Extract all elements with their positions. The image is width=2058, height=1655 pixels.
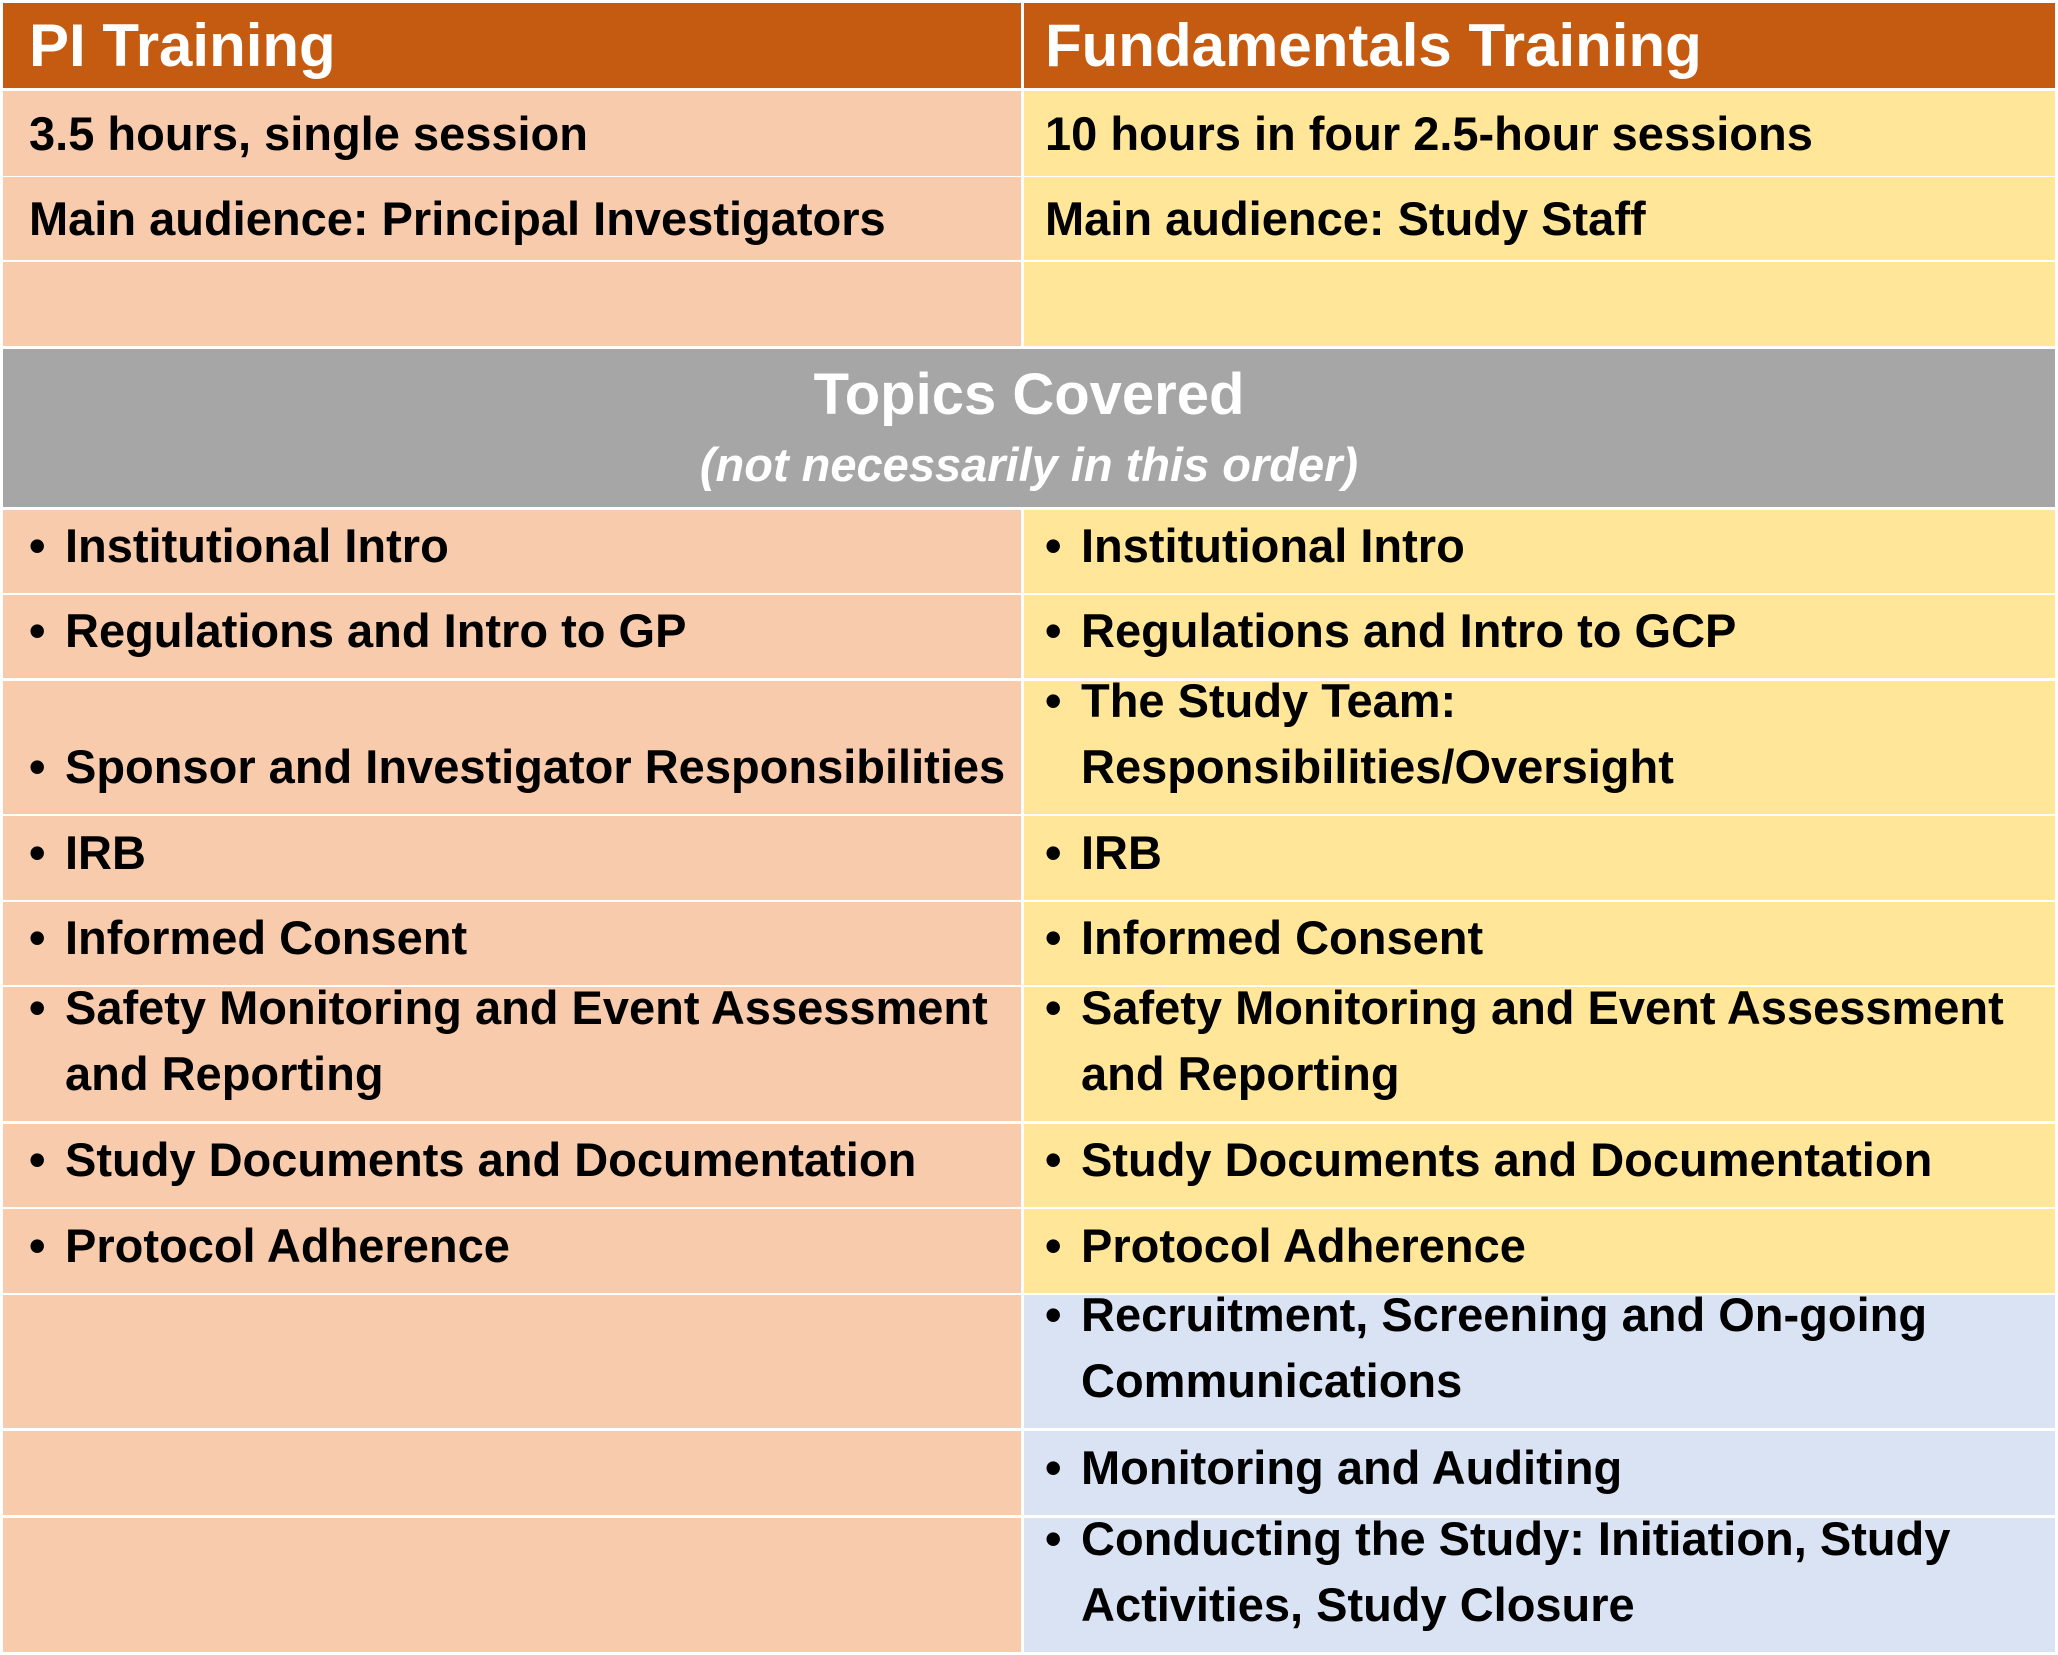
topic-line: Regulations and Intro to GP [65, 604, 687, 657]
topic-item [1045, 975, 2055, 1107]
topic-text [65, 513, 449, 579]
topic-item [29, 975, 1021, 1107]
topic-item [29, 734, 1021, 800]
topic-item [29, 598, 1021, 664]
topic-text [65, 820, 146, 886]
pi-topic-cell [3, 1431, 1021, 1515]
topic-text [65, 905, 467, 971]
topic-text [1081, 598, 1736, 664]
bullet-icon: • [29, 911, 46, 964]
info-row [0, 177, 2058, 260]
topic-text [1081, 1506, 1950, 1638]
bullet-icon: • [29, 1133, 46, 1186]
topic-text [1081, 513, 1465, 579]
topic-row [0, 1288, 2058, 1428]
topic-line: Safety Monitoring and Event Assessment [65, 981, 988, 1034]
topic-line: The Study Team: [1081, 674, 1457, 727]
info-row [0, 91, 2058, 176]
pi-training-title: PI Training [29, 12, 336, 79]
fundamentals-topic-cell [1024, 981, 2055, 1121]
topic-item [29, 1127, 1021, 1193]
pi-topic-cell [3, 816, 1021, 900]
topic-text [1081, 668, 1674, 800]
pi-info-cell [3, 91, 1021, 176]
topic-item [1045, 513, 2055, 579]
bullet-icon: • [29, 740, 46, 793]
pi-topic-cell [3, 681, 1021, 814]
fundamentals-info-cell [1024, 91, 2055, 176]
topic-text [1081, 1127, 1932, 1193]
header-row [0, 3, 2058, 88]
pi-topic-cell [3, 1209, 1021, 1293]
topic-line: IRB [65, 826, 146, 879]
topic-line: Study Documents and Documentation [65, 1133, 917, 1186]
topic-text [65, 975, 988, 1107]
topic-text [1081, 1213, 1526, 1279]
topic-item [1045, 668, 2055, 800]
topic-line: Conducting the Study: Initiation, Study [1081, 1512, 1951, 1565]
topic-line: and Reporting [1081, 1047, 1400, 1100]
topic-row [0, 1124, 2058, 1207]
topic-line: Sponsor and Investigator Responsibilities [65, 740, 1006, 793]
topic-row [0, 902, 2058, 985]
pi-topic-cell [3, 1124, 1021, 1207]
topic-text [1081, 975, 2004, 1107]
pi-topic-cell [3, 1518, 1021, 1652]
bullet-icon: • [29, 826, 46, 879]
pi-topic-cell [3, 595, 1021, 678]
info-text: Main audience: Study Staff [1045, 192, 1646, 245]
topic-item [29, 513, 1021, 579]
bullet-icon: • [1045, 1512, 1062, 1565]
topics-covered-banner [3, 349, 2055, 507]
fundamentals-topic-cell [1024, 1124, 2055, 1207]
topic-line: Activities, Study Closure [1081, 1578, 1635, 1631]
fundamentals-topic-cell [1024, 1512, 2055, 1652]
topics-covered-title: Topics Covered [813, 362, 1245, 427]
topic-item [29, 1213, 1021, 1279]
topic-line: Communications [1081, 1354, 1463, 1407]
info-row [0, 262, 2058, 346]
topic-line: Study Documents and Documentation [1081, 1133, 1933, 1186]
topic-item [1045, 1506, 2055, 1638]
topic-line: Recruitment, Screening and On-going [1081, 1288, 1928, 1341]
bullet-icon: • [29, 981, 46, 1034]
fundamentals-training-header [1024, 3, 2055, 88]
info-text: 3.5 hours, single session [29, 107, 588, 160]
topic-item [29, 820, 1021, 886]
bullet-icon: • [1045, 1219, 1062, 1272]
fundamentals-topic-cell [1024, 510, 2055, 593]
info-text: 10 hours in four 2.5-hour sessions [1045, 107, 1813, 160]
topic-item [1045, 905, 2055, 971]
topic-item [1045, 1435, 2055, 1501]
topic-item [1045, 598, 2055, 664]
bullet-icon: • [29, 519, 46, 572]
topic-item [1045, 820, 2055, 886]
topic-text [65, 598, 686, 664]
topic-line: Institutional Intro [65, 519, 449, 572]
pi-training-header [3, 3, 1021, 88]
bullet-icon: • [1045, 604, 1062, 657]
topic-item [1045, 1282, 2055, 1414]
bullet-icon: • [1045, 674, 1062, 727]
topic-line: Protocol Adherence [1081, 1219, 1526, 1272]
topic-line: Regulations and Intro to GCP [1081, 604, 1737, 657]
fundamentals-info-cell [1024, 262, 2055, 346]
topic-row [0, 1512, 2058, 1652]
topic-line: Informed Consent [65, 911, 468, 964]
fundamentals-topic-cell [1024, 1288, 2055, 1428]
topic-item [1045, 1127, 2055, 1193]
fundamentals-topic-cell [1024, 902, 2055, 985]
topic-row [0, 510, 2058, 593]
topic-text [65, 1127, 916, 1193]
topic-line: Responsibilities/Oversight [1081, 740, 1674, 793]
bullet-icon: • [1045, 911, 1062, 964]
topic-row [0, 1209, 2058, 1293]
bullet-icon: • [1045, 981, 1062, 1034]
topic-line: IRB [1081, 826, 1162, 879]
topic-row [0, 595, 2058, 678]
bullet-icon: • [1045, 1288, 1062, 1341]
topic-line: Protocol Adherence [65, 1219, 510, 1272]
topic-line: Informed Consent [1081, 911, 1484, 964]
fundamentals-topic-cell [1024, 1431, 2055, 1515]
pi-topic-cell [3, 902, 1021, 985]
fundamentals-topic-cell [1024, 674, 2055, 814]
pi-info-cell [3, 262, 1021, 346]
pi-topic-cell [3, 1295, 1021, 1428]
pi-topic-cell [3, 981, 1021, 1121]
bullet-icon: • [29, 1219, 46, 1272]
fundamentals-training-title: Fundamentals Training [1045, 12, 1702, 79]
topic-item [29, 905, 1021, 971]
topic-text [1081, 820, 1162, 886]
fundamentals-info-cell [1024, 177, 2055, 260]
bullet-icon: • [1045, 826, 1062, 879]
topic-line: Monitoring and Auditing [1081, 1441, 1623, 1494]
topic-row [0, 816, 2058, 900]
topic-text [1081, 905, 1483, 971]
topic-row [0, 674, 2058, 814]
info-text: Main audience: Principal Investigators [29, 192, 886, 245]
fundamentals-topic-cell [1024, 595, 2055, 678]
fundamentals-topic-cell [1024, 816, 2055, 900]
topic-text [65, 1213, 510, 1279]
topic-item [1045, 1213, 2055, 1279]
topic-row [0, 981, 2058, 1121]
pi-topic-cell [3, 510, 1021, 593]
fundamentals-topic-cell [1024, 1209, 2055, 1293]
topic-text [1081, 1435, 1622, 1501]
topic-row [0, 1431, 2058, 1515]
pi-info-cell [3, 177, 1021, 260]
bullet-icon: • [1045, 1133, 1062, 1186]
bullet-icon: • [29, 604, 46, 657]
topics-covered-subtitle: (not necessarily in this order) [699, 438, 1359, 491]
topic-text [65, 734, 1005, 800]
topic-line: Safety Monitoring and Event Assessment [1081, 981, 2004, 1034]
topic-text [1081, 1282, 1927, 1414]
topic-line: and Reporting [65, 1047, 384, 1100]
topic-line: Institutional Intro [1081, 519, 1465, 572]
bullet-icon: • [1045, 1441, 1062, 1494]
bullet-icon: • [1045, 519, 1062, 572]
